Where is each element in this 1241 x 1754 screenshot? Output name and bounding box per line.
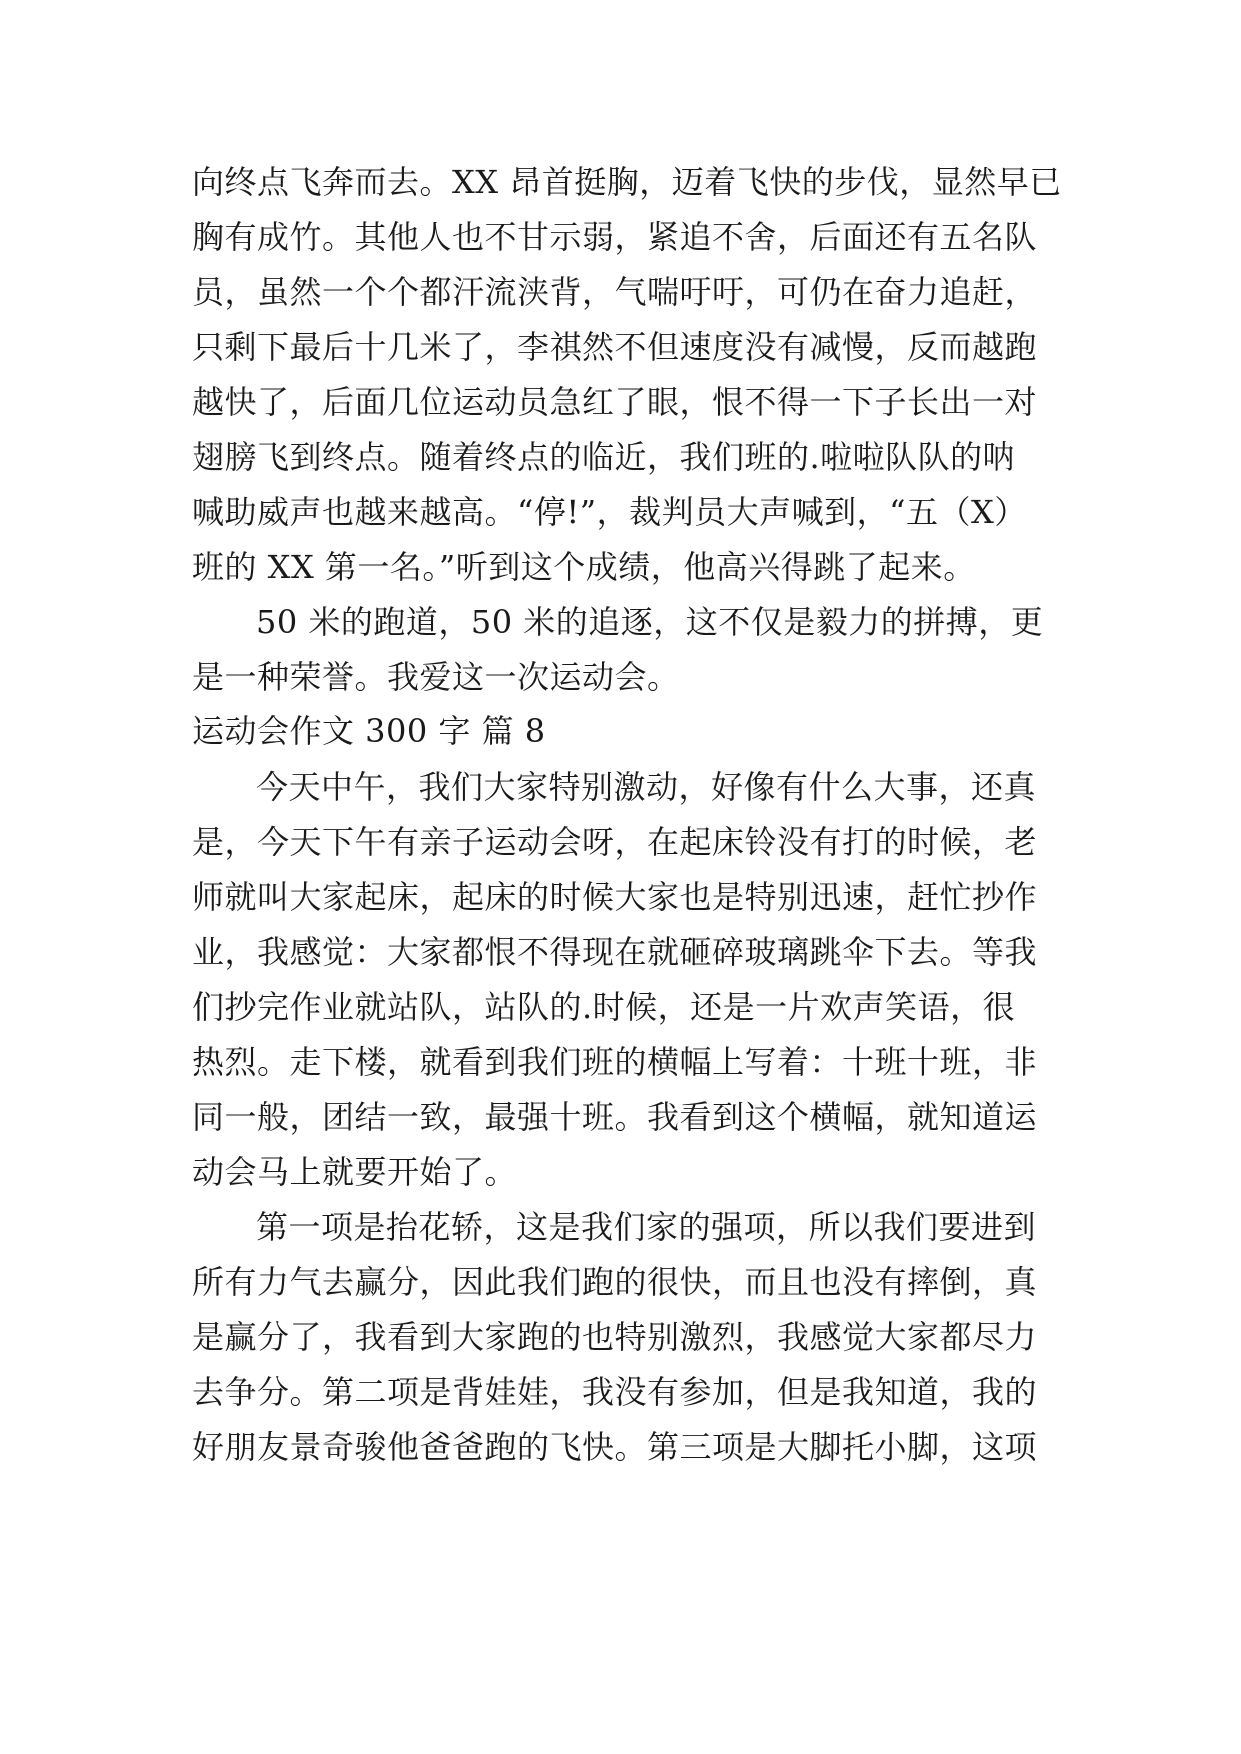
text-line: 同一般，团结一致，最强十班。我看到这个横幅，就知道运 [192,1098,1038,1136]
text-line: 师就叫大家起床，起床的时候大家也是特别迅速，赶忙抄作 [192,878,1038,916]
text-line: 班的 XX 第一名。”听到这个成绩，他高兴得跳了起来。 [192,548,976,586]
text-line: 们抄完作业就站队，站队的.时候，还是一片欢声笑语，很 [192,988,1016,1026]
text-line: 好朋友景奇骏他爸爸跑的飞快。第三项是大脚托小脚，这项 [192,1428,1038,1466]
paragraph-start-line: 第一项是抬花轿，这是我们家的强项，所以我们要进到 [256,1208,1037,1246]
text-line: 员，虽然一个个都汗流浃背，气喘吁吁，可仍在奋力追赶， [192,273,1038,311]
text-line: 是一种荣誉。我爱这一次运动会。 [192,658,680,696]
paragraph-start-line: 今天中午，我们大家特别激动，好像有什么大事，还真 [256,768,1037,806]
text-line: 热烈。走下楼，就看到我们班的横幅上写着：十班十班，非 [192,1043,1038,1081]
text-line: 业，我感觉：大家都恨不得现在就砸碎玻璃跳伞下去。等我 [192,933,1038,971]
text-line: 是赢分了，我看到大家跑的也特别激烈，我感觉大家都尽力 [192,1318,1038,1356]
text-line: 所有力气去赢分，因此我们跑的很快，而且也没有摔倒，真 [192,1263,1038,1301]
text-line: 向终点飞奔而去。XX 昂首挺胸，迈着飞快的步伐，显然早已 [192,163,1062,201]
text-line: 翅膀飞到终点。随着终点的临近，我们班的.啦啦队队的呐 [192,438,1016,476]
paragraph-start-line: 50 米的跑道，50 米的追逐，这不仅是毅力的拼搏，更 [256,603,1044,641]
text-line: 去争分。第二项是背娃娃，我没有参加，但是我知道，我的 [192,1373,1038,1411]
text-line: 是，今天下午有亲子运动会呀，在起床铃没有打的时候，老 [192,823,1038,861]
text-line: 只剩下最后十几米了，李祺然不但速度没有减慢，反而越跑 [192,328,1038,366]
text-line: 越快了，后面几位运动员急红了眼，恨不得一下子长出一对 [192,383,1038,421]
section-heading: 运动会作文 300 字 篇 8 [192,712,546,750]
text-line: 胸有成竹。其他人也不甘示弱，紧追不舍，后面还有五名队 [192,218,1038,256]
text-line: 喊助威声也越来越高。“停!”，裁判员大声喊到，“五（X） [192,493,1027,531]
text-line: 动会马上就要开始了。 [192,1153,518,1191]
